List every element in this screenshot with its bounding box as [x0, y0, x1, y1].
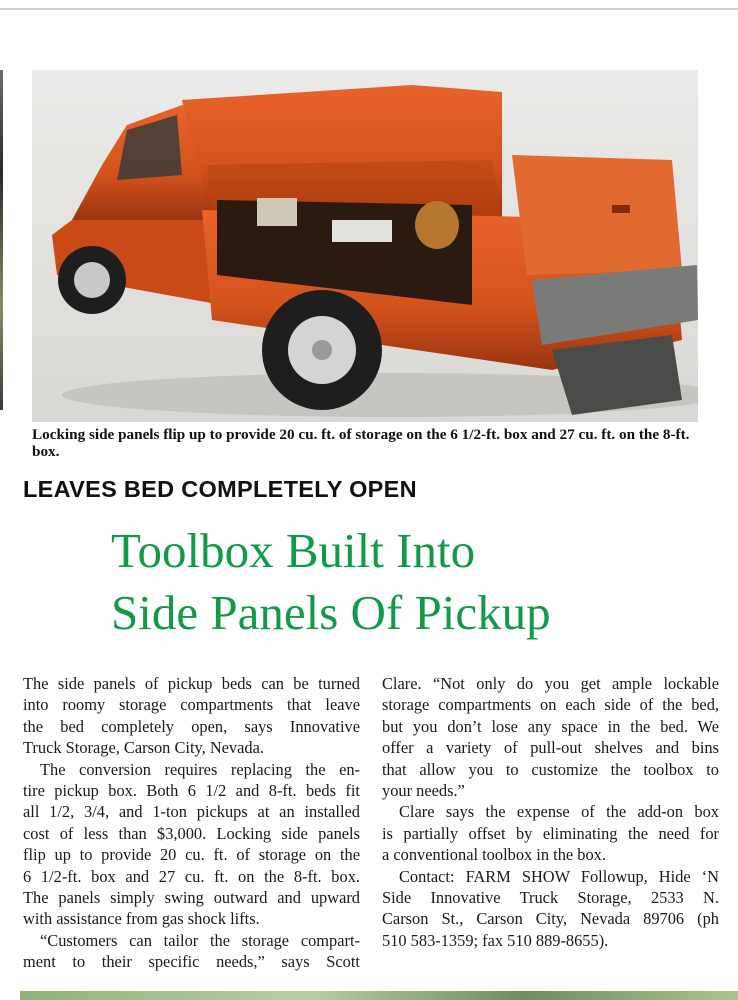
headline-line-1: Toolbox Built Into — [111, 523, 476, 578]
article-line: Clare. “Not only do you get ample lockable — [382, 674, 719, 693]
article-line: The side panels of pickup beds can be turned — [23, 674, 360, 693]
article-line: The panels simply swing outward and upward — [23, 887, 360, 907]
headline-line-2: Side Panels Of Pickup — [111, 585, 551, 640]
article-line: with assistance from gas shock lifts. — [23, 909, 260, 929]
truck-tailgate — [512, 155, 682, 275]
front-rim — [74, 262, 110, 298]
article-line: “Customers can tailor the storage compart- — [40, 930, 360, 950]
tailgate-handle — [612, 205, 630, 213]
article-line: all 1/2, 3/4, and 1-ton pickups at an installed — [23, 802, 360, 822]
article-line: offer a variety of pull-out shelves and bins — [382, 738, 719, 758]
article-line: Clare says the expense of the add-on box — [399, 802, 719, 822]
stored-item-bag — [257, 198, 297, 226]
article-line: tire pickup box. Both 6 1/2 and 8-ft. beds fit — [23, 780, 360, 800]
stored-item-box — [332, 220, 392, 242]
article-line: 6 1/2-ft. box and 27 cu. ft. on the 8-ft. box. — [23, 866, 360, 886]
article-line: flip up to provide 20 cu. ft. of storage on the — [23, 845, 360, 865]
article-line: is partially offset by eliminating the need for — [382, 823, 719, 843]
article-line: Contact: FARM SHOW Followup, Hide ‘N — [399, 866, 719, 886]
article-headline — [111, 520, 731, 644]
photo-caption: Locking side panels flip up to provide 20 cu. ft. of storage on the 6 1/2-ft. box and 27 cu. ft. on the 8-ft. box. — [32, 426, 690, 460]
article-line: a conventional toolbox in the box. — [382, 845, 606, 865]
truck-photo — [32, 70, 698, 422]
article-line: Side Innovative Truck Storage, 2533 N. — [382, 887, 719, 907]
article-line: ment to their specific needs,” says Scott — [23, 952, 360, 972]
article-line: your needs.” — [382, 780, 465, 800]
top-divider — [0, 8, 738, 10]
stored-item-ball — [415, 201, 459, 249]
article-line: storage compartments on each side of the bed, — [382, 695, 719, 715]
article-line: The conversion requires replacing the en- — [40, 759, 360, 779]
article-column-2 — [382, 673, 719, 951]
next-photo-edge — [20, 991, 738, 1000]
article-line: that allow you to customize the toolbox to — [382, 759, 719, 779]
kicker-heading: LEAVES BED COMPLETELY OPEN — [23, 476, 417, 502]
article-line: Carson St., Carson City, Nevada 89706 (ph — [382, 909, 719, 929]
article-line: but you don’t lose any space in the bed. We — [382, 716, 719, 736]
article-line: 510 583-1359; fax 510 889-8655). — [382, 930, 609, 950]
article-line: into roomy storage compartments that leave — [23, 695, 360, 715]
rear-hub — [312, 340, 332, 360]
adjacent-photo-edge — [0, 70, 3, 410]
article-line: cost of less than $3,000. Locking side panels — [23, 823, 360, 843]
article-line: the bed completely open, says Innovative — [23, 716, 360, 736]
article-column-1 — [23, 673, 360, 973]
article-line: Truck Storage, Carson City, Nevada. — [23, 738, 264, 758]
truck-illustration — [32, 70, 698, 422]
